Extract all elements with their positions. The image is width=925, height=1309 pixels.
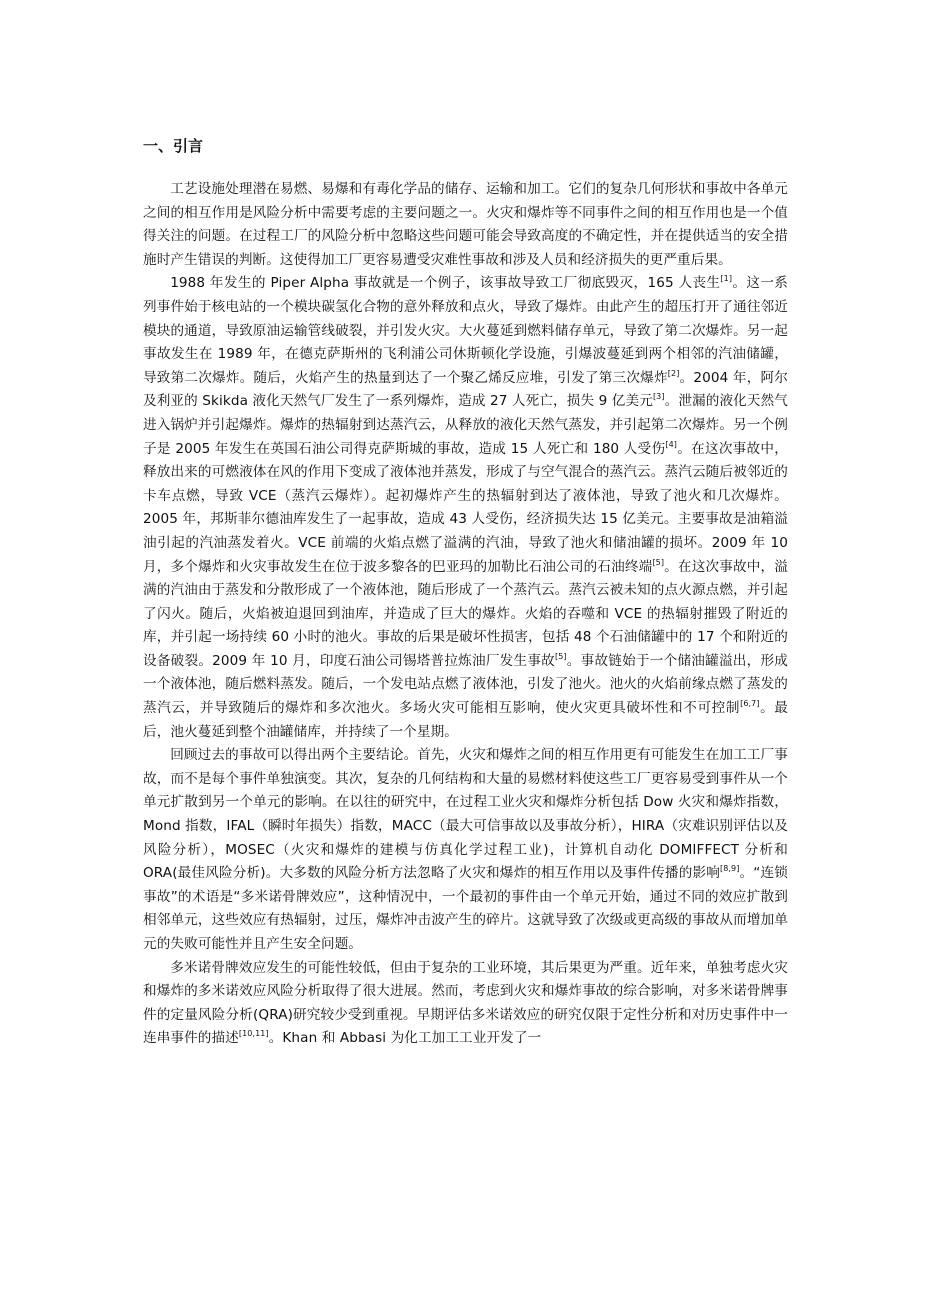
text-run: 多米诺骨牌效应发生的可能性较低，但由于复杂的工业环境，其后果更为严重。近年来，单独考虑火灾和爆炸的多米诺效应风险分析取得了很大进展。然而，考虑到火灾和爆炸事故的综合影响，对多米诺骨牌事件的定量风险分析(QRA)研究较少受到重视。早期评估多米诺效应的研究仅限于定性分析和对历史事件中一连串事件的描述: [143, 959, 788, 1047]
citation-ref: [1]: [720, 274, 733, 284]
text-run: 。在这次事故中，溢满的汽油由于蒸发和分散形成了一个液体池，随后形成了一个蒸汽云。蒸汽云被未知的点火源点燃，并引起了闪火。随后，火焰被迫退回到油库，并造成了巨大的爆炸。火焰的吞噬和 VCE 的热辐射摧毁了附近的库，并引起一场持续 60 小时的池火。事故的后果是破坏性损害，包括 48 个石油储罐中的 17 个和附近的设备破裂。2009 年 10 月，印度石油公司锡塔普拉炼油厂发生事故: [143, 558, 788, 669]
text-run: 。在这次事故中，释放出来的可燃液体在风的作用下变成了液体池并蒸发，形成了与空气混合的蒸汽云。蒸汽云随后被邻近的卡车点燃，导致 VCE（蒸汽云爆炸）。起初爆炸产生的热辐射到达了液体池，导致了池火和几次爆炸。2005 年，邦斯菲尔德油库发生了一起事故，造成 43 人受伤，经济损失达 15 亿美元。主要事故是油箱溢油引起的汽油蒸发着火。VCE 前端的火焰点燃了溢满的汽油，导致了池火和储油罐的损坏。2009 年 10 月，多个爆炸和火灾事故发生在位于波多黎各的巴亚玛的加勒比石油公司的石油终端: [143, 440, 788, 575]
citation-ref: [3]: [652, 392, 665, 402]
citation-ref: [4]: [665, 439, 678, 449]
text-run: 。最后，池火蔓延到整个油罐储库，并持续了一个星期。: [143, 700, 788, 740]
text-run: 。泄漏的液化天然气进入锅炉并引起爆炸。爆炸的热辐射到达蒸汽云，从释放的液化天然气蒸发，并引起第二次爆炸。另一个例子是 2005 年发生在英国石油公司得克萨斯城的事故，造成 15 人死亡和 180 人受伤: [143, 393, 788, 457]
paragraph: [143, 178, 788, 272]
section-heading: 一、引言: [143, 137, 204, 155]
citation-ref: [5]: [555, 651, 567, 661]
citation-ref: [6,7]: [740, 699, 760, 709]
text-run: 。这一系列事件始于核电站的一个模块碳氢化合物的意外释放和点火，导致了爆炸。由此产生的超压打开了通往邻近模块的通道，导致原油运输管线破裂，并引发火灾。大火蔓延到燃料储存单元，导致了第二次爆炸。另一起事故发生在 1989 年，在德克萨斯州的飞利浦公司休斯顿化学设施，引爆波蔓延到两个相邻的汽油储罐，导致第二次爆炸。随后，火焰产生的热量到达了一个聚乙烯反应堆，引发了第三次爆炸: [143, 275, 788, 386]
text-run: 。Khan 和 Abbasi 为化工加工工业开发了一: [268, 1030, 542, 1047]
paragraph: [143, 957, 788, 1051]
text-run: 。“连锁事故”的术语是“多米诺骨牌效应”，这种情况中，一个最初的事件由一个单元开始，通过不同的效应扩散到相邻单元，这些效应有热辐射，过压，爆炸冲击波产生的碎片。这就导致了次级或更高级的事故从而增加单元的失败可能性并且产生安全问题。: [143, 865, 788, 952]
text-run: 。事故链始于一个储油罐溢出，形成一个液体池，随后燃料蒸发。随后，一个发电站点燃了液体池，引发了池火。池火的火焰前缘点燃了蒸发的蒸汽云，并导致随后的爆炸和多次池火。多场火灾可能相互影响，使火灾更具破坏性和不可控制: [143, 652, 788, 717]
citation-ref: [8,9]: [720, 864, 740, 874]
text-run: 回顾过去的事故可以得出两个主要结论。首先，火灾和爆炸之间的相互作用更有可能发生在加工工厂事故，而不是每个事件单独演变。其次，复杂的几何结构和大量的易燃材料使这些工厂更容易受到事件从一个单元扩散到另一个单元的影响。在以往的研究中，在过程工业火灾和爆炸分析包括 Dow 火灾和爆炸指数，Mond 指数，IFAL（瞬时年损失）指数，MACC（最大可信事故以及事故分析），HIRA（灾难识别评估以及风险分析），MOSEC（火灾和爆炸的建模与仿真化学过程工业)，计算机自动化 DOMIFFECT 分析和 ORA(最佳风险分析)。大多数的风险分析方法忽略了火灾和爆炸的相互作用以及事件传播的影响: [143, 747, 788, 882]
document-page: [143, 136, 788, 1051]
paragraph: [143, 744, 788, 956]
text-run: 1988 年发生的 Piper Alpha 事故就是一个例子，该事故导致工厂彻底毁灭，165 人丧生: [170, 275, 721, 292]
citation-ref: [10,11]: [238, 1029, 269, 1039]
citation-ref: [5]: [652, 557, 665, 567]
text-run: 工艺设施处理潜在易燃、易爆和有毒化学品的储存、运输和加工。它们的复杂几何形状和事故中各单元之间的相互作用是风险分析中需要考虑的主要问题之一。火灾和爆炸等不同事件之间的相互作用也是一个值得关注的问题。在过程工厂的风险分析中忽略这些问题可能会导致高度的不确定性，并在提供适当的安全措施时产生错误的判断。这使得加工厂更容易遭受灾难性事故和涉及人员和经济损失的更严重后果。: [143, 181, 788, 268]
text-run: 。2004 年，阿尔及利亚的 Skikda 液化天然气厂发生了一系列爆炸，造成 27 人死亡，损失 9 亿美元: [143, 369, 789, 410]
citation-ref: [2]: [667, 368, 680, 378]
body-text: [143, 178, 788, 1051]
paragraph: [143, 272, 788, 744]
